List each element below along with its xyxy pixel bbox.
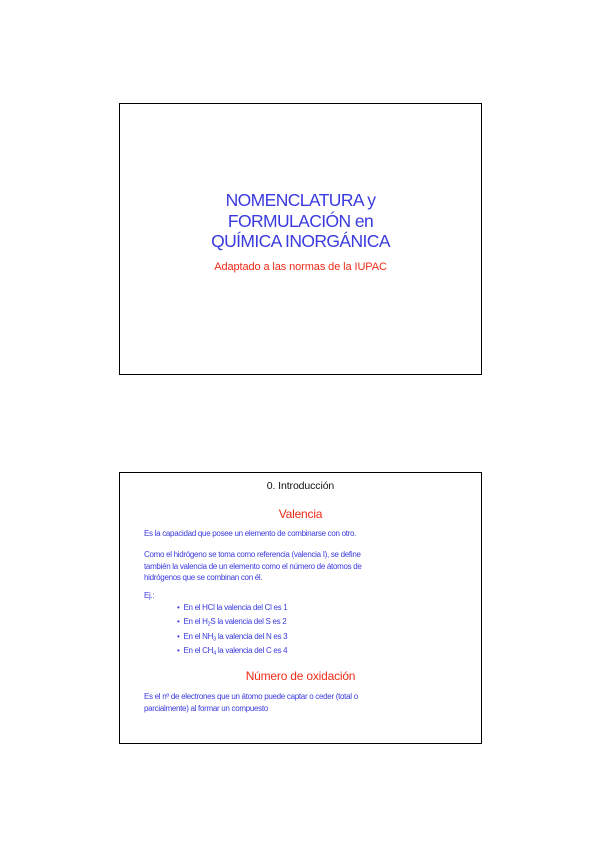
oxidacion-title: Número de oxidación [245, 669, 356, 683]
valencia-reference-paragraph [144, 549, 474, 584]
slide-title [120, 190, 481, 252]
list-item: • En el $H_2S$ la valencia del S es 2 [177, 617, 287, 628]
text-line: también la valencia de un elemento como el número de átomos de [144, 561, 362, 571]
text-line: Como el hidrógeno se toma como referencia (valencia I), se define [144, 550, 361, 559]
text-line: parcialmente) al formar un compuesto [144, 703, 268, 713]
text-line: hidrógenos que se combinan con él. [144, 573, 263, 582]
ej-label: Ej.: [144, 591, 155, 600]
bullet-icon: • [177, 631, 180, 641]
list-item: • En el HCl la valencia del Cl es 1 [177, 603, 288, 612]
slide-subtitle: Adaptado a las normas de la IUPAC [214, 261, 387, 273]
slide-title-page [119, 103, 482, 375]
title-line: QUÍMICA INORGÁNICA [211, 231, 390, 251]
title-line: FORMULACIÓN en [227, 210, 374, 231]
oxidacion-definition [144, 691, 474, 714]
list-item: • En el $CH_4$ la valencia del C es 4 [177, 646, 288, 657]
valencia-title: Valencia [278, 507, 323, 521]
section-heading: 0. Introducción [266, 480, 335, 492]
bullet-icon: • [177, 603, 180, 612]
slide-introduccion [119, 472, 482, 744]
text-line: Es la capacidad que posee un elemento de combinarse con otro. [144, 529, 357, 538]
bullet-icon: • [177, 646, 180, 656]
text-line: Es el nº de electrones que un átomo puede captar o ceder (total o [144, 692, 358, 701]
title-line: NOMENCLATURA y [225, 190, 376, 210]
examples-list [177, 601, 287, 659]
list-item: • En el $NH_3$ la valencia del N es 3 [177, 631, 288, 643]
valencia-definition [144, 528, 474, 540]
bullet-icon: • [177, 617, 180, 627]
